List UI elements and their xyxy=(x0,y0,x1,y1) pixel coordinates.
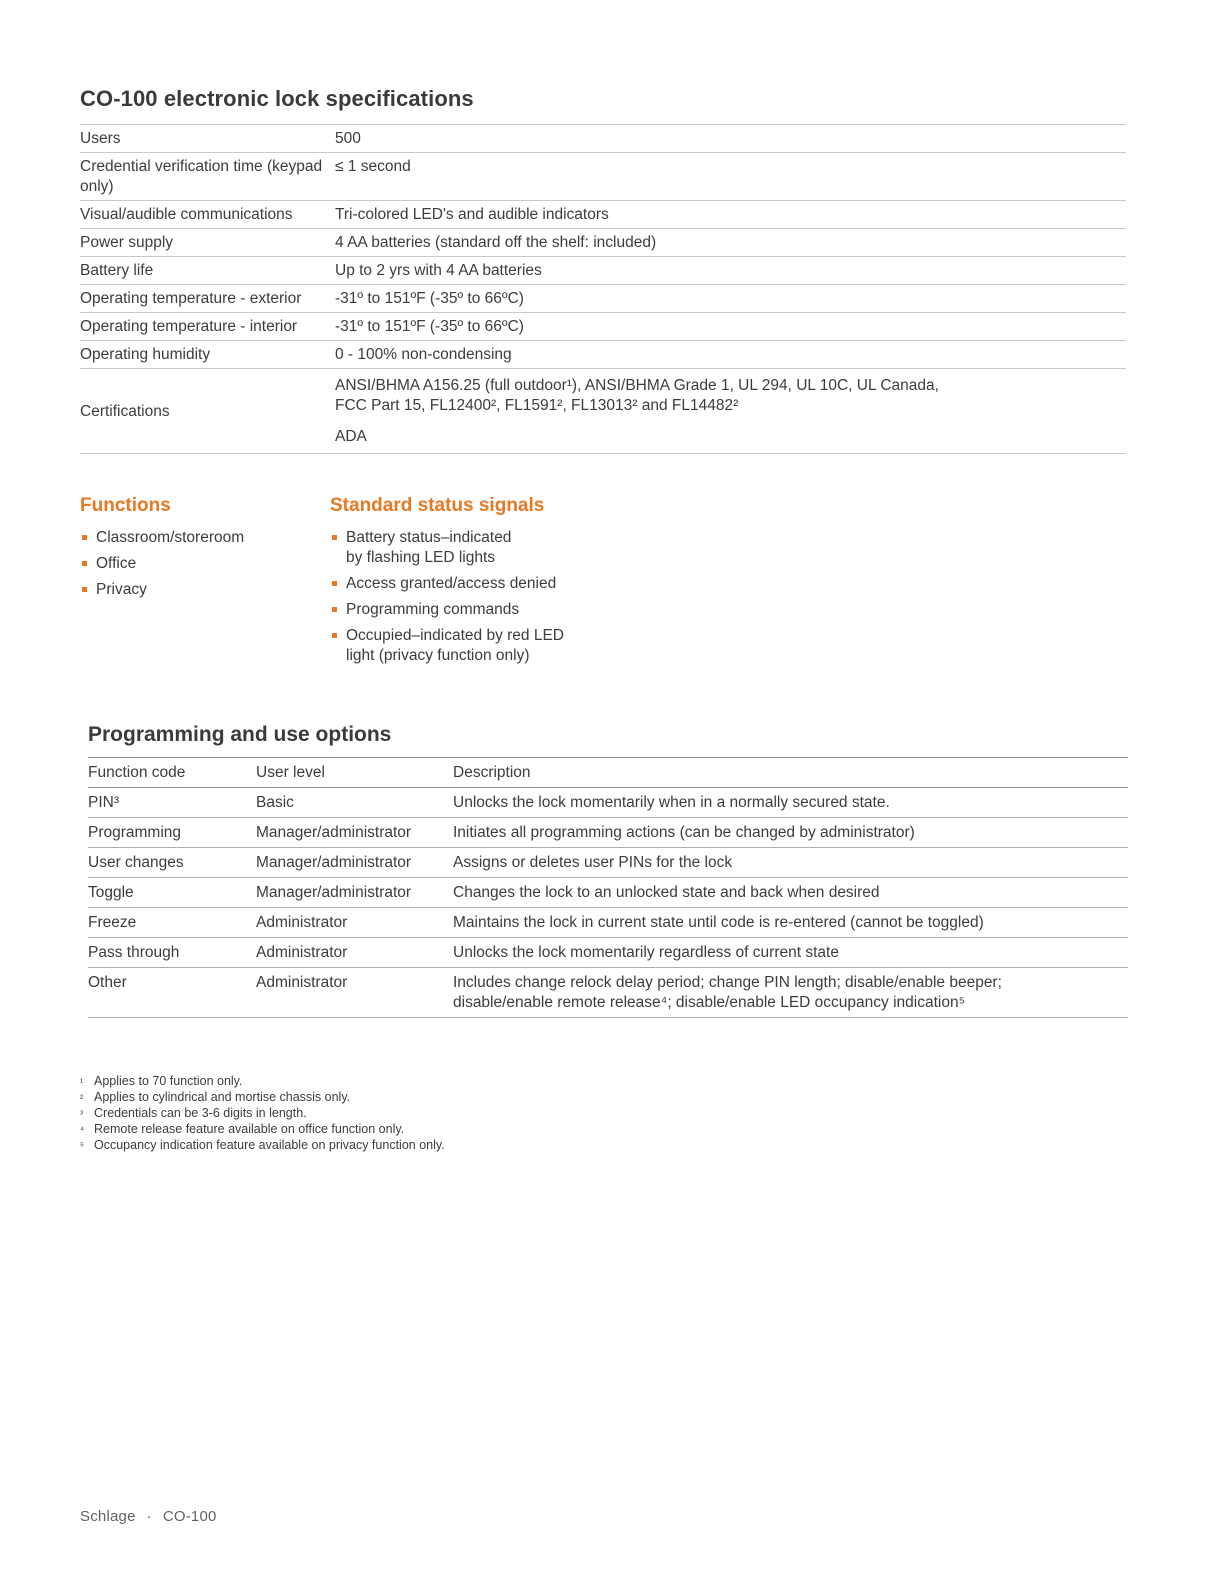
user-level-cell: Manager/administrator xyxy=(256,823,412,841)
column-header-function-code: Function code xyxy=(88,763,186,781)
functions-list xyxy=(80,528,330,600)
table-row-certifications xyxy=(80,368,1126,453)
column-header-description: Description xyxy=(453,763,531,781)
programming-section xyxy=(88,722,1128,1018)
list-item-line: Battery status–indicated xyxy=(346,529,512,546)
table-row xyxy=(88,818,1128,848)
spec-value xyxy=(335,376,1126,447)
spec-label: Power supply xyxy=(80,233,174,251)
table-row xyxy=(88,938,1128,968)
description-cell: Maintains the lock in current state until code is re-entered (cannot be toggled) xyxy=(453,913,984,931)
description-line: Includes change relock delay period; change PIN length; disable/enable beeper; xyxy=(453,973,1002,991)
bullet-icon xyxy=(82,561,87,566)
footnote xyxy=(80,1090,1126,1106)
list-item-line: Programming commands xyxy=(346,601,520,618)
footnote-text: Credentials can be 3-6 digits in length. xyxy=(94,1106,307,1120)
spec-value: 4 AA batteries (standard off the shelf: included) xyxy=(335,233,657,251)
footer-brand: Schlage xyxy=(80,1508,136,1525)
description-cell: Assigns or deletes user PINs for the lock xyxy=(453,853,733,871)
table-row xyxy=(88,908,1128,938)
footnote-marker: ¹ xyxy=(80,1077,84,1088)
table-row xyxy=(80,312,1126,340)
spec-value: -31º to 151ºF (-35º to 66ºC) xyxy=(335,289,524,307)
functions-section xyxy=(80,494,330,672)
spec-label: Users xyxy=(80,129,121,147)
table-row xyxy=(88,848,1128,878)
footnote xyxy=(80,1122,1126,1138)
list-item-label: Office xyxy=(96,555,137,572)
signals-section xyxy=(330,494,1126,672)
functions-and-signals xyxy=(80,494,1126,672)
content xyxy=(80,0,1126,1154)
description-cell xyxy=(453,973,1128,1013)
list-item-label xyxy=(346,574,556,594)
user-level-cell: Administrator xyxy=(256,973,348,991)
table-header-row xyxy=(88,758,1128,788)
spec-value: 0 - 100% non-condensing xyxy=(335,345,512,363)
list-item-label: Privacy xyxy=(96,581,147,598)
list-item-line: Occupied–indicated by red LED xyxy=(346,627,564,644)
list-item-label xyxy=(346,528,511,568)
function-code-cell: Toggle xyxy=(88,883,134,901)
footnote-marker: ² xyxy=(80,1093,84,1104)
description-cell: Unlocks the lock momentarily regardless of current state xyxy=(453,943,839,961)
certifications-line: ANSI/BHMA A156.25 (full outdoor¹), ANSI/BHMA Grade 1, UL 294, UL 10C, UL Canada, xyxy=(335,377,939,394)
spec-table xyxy=(80,124,1126,454)
footnote-text: Remote release feature available on office function only. xyxy=(94,1122,405,1136)
table-row xyxy=(88,968,1128,1018)
column-header-user-level: User level xyxy=(256,763,325,781)
list-item-label xyxy=(346,600,519,620)
list-item-line: by flashing LED lights xyxy=(346,549,496,566)
function-code-cell: PIN³ xyxy=(88,793,119,811)
bullet-icon xyxy=(82,535,87,540)
list-item xyxy=(80,554,330,574)
spec-label: Credential verification time (keypad only) xyxy=(80,157,323,195)
list-item xyxy=(80,580,330,600)
spec-label: Operating humidity xyxy=(80,345,211,363)
list-item xyxy=(330,626,1126,666)
spec-value: ≤ 1 second xyxy=(335,157,411,175)
page-footer xyxy=(80,1508,217,1525)
list-item-label xyxy=(346,626,564,666)
footnote-marker: ⁵ xyxy=(80,1141,84,1152)
description-cell: Unlocks the lock momentarily when in a normally secured state. xyxy=(453,793,890,811)
signals-list xyxy=(330,528,1126,666)
spec-label: Visual/audible communications xyxy=(80,205,293,223)
certifications-line: FCC Part 15, FL12400², FL1591², FL13013² and FL14482² xyxy=(335,397,739,414)
footnote xyxy=(80,1138,1126,1154)
list-item xyxy=(80,528,330,548)
spec-value: Up to 2 yrs with 4 AA batteries xyxy=(335,261,542,279)
spec-value: Tri-colored LED's and audible indicators xyxy=(335,205,609,223)
list-item-label: Classroom/storeroom xyxy=(96,529,245,546)
spec-label: Certifications xyxy=(80,402,170,420)
function-code-cell: Programming xyxy=(88,823,182,841)
programming-title: Programming and use options xyxy=(88,723,392,746)
user-level-cell: Administrator xyxy=(256,913,348,931)
function-code-cell: Freeze xyxy=(88,913,137,931)
footer-separator: · xyxy=(146,1508,152,1525)
bullet-icon xyxy=(332,535,337,540)
programming-table xyxy=(88,757,1128,1018)
table-row xyxy=(88,788,1128,818)
certifications-ada: ADA xyxy=(335,428,367,445)
footnotes xyxy=(80,1074,1126,1154)
list-item xyxy=(330,528,1126,568)
table-row xyxy=(80,256,1126,284)
description-cell: Initiates all programming actions (can be changed by administrator) xyxy=(453,823,915,841)
table-row xyxy=(80,340,1126,368)
spec-value: 500 xyxy=(335,129,361,147)
bullet-icon xyxy=(82,587,87,592)
function-code-cell: User changes xyxy=(88,853,184,871)
list-item-line: Access granted/access denied xyxy=(346,575,557,592)
functions-heading: Functions xyxy=(80,495,171,516)
signals-heading: Standard status signals xyxy=(330,495,545,516)
spec-value: -31º to 151ºF (-35º to 66ºC) xyxy=(335,317,524,335)
bullet-icon xyxy=(332,581,337,586)
footnote-marker: ⁴ xyxy=(80,1125,85,1136)
user-level-cell: Administrator xyxy=(256,943,348,961)
spec-label: Operating temperature - exterior xyxy=(80,289,302,307)
footnote-marker: ³ xyxy=(80,1109,84,1120)
list-item xyxy=(330,574,1126,594)
footnote-text: Applies to 70 function only. xyxy=(94,1074,243,1088)
description-line: disable/enable remote release⁴; disable/enable LED occupancy indication⁵ xyxy=(453,993,965,1011)
table-row xyxy=(80,284,1126,312)
footnote-text: Applies to cylindrical and mortise chassis only. xyxy=(94,1090,351,1104)
bullet-icon xyxy=(332,607,337,612)
function-code-cell: Pass through xyxy=(88,943,180,961)
footnote-text: Occupancy indication feature available on privacy function only. xyxy=(94,1138,445,1152)
description-cell: Changes the lock to an unlocked state and back when desired xyxy=(453,883,880,901)
page-title: CO-100 electronic lock specifications xyxy=(80,86,474,111)
footnote xyxy=(80,1074,1126,1090)
table-row xyxy=(80,124,1126,152)
table-row xyxy=(80,152,1126,200)
certifications-text xyxy=(335,376,1126,416)
bullet-icon xyxy=(332,633,337,638)
function-code-cell: Other xyxy=(88,973,127,991)
spec-label: Operating temperature - interior xyxy=(80,317,298,335)
list-item-line: light (privacy function only) xyxy=(346,647,530,664)
table-row xyxy=(88,878,1128,908)
user-level-cell: Manager/administrator xyxy=(256,853,412,871)
footnote xyxy=(80,1106,1126,1122)
table-row xyxy=(80,200,1126,228)
user-level-cell: Basic xyxy=(256,793,294,811)
user-level-cell: Manager/administrator xyxy=(256,883,412,901)
list-item xyxy=(330,600,1126,620)
footer-model: CO-100 xyxy=(162,1508,217,1525)
spec-label: Battery life xyxy=(80,261,154,279)
table-row xyxy=(80,228,1126,256)
